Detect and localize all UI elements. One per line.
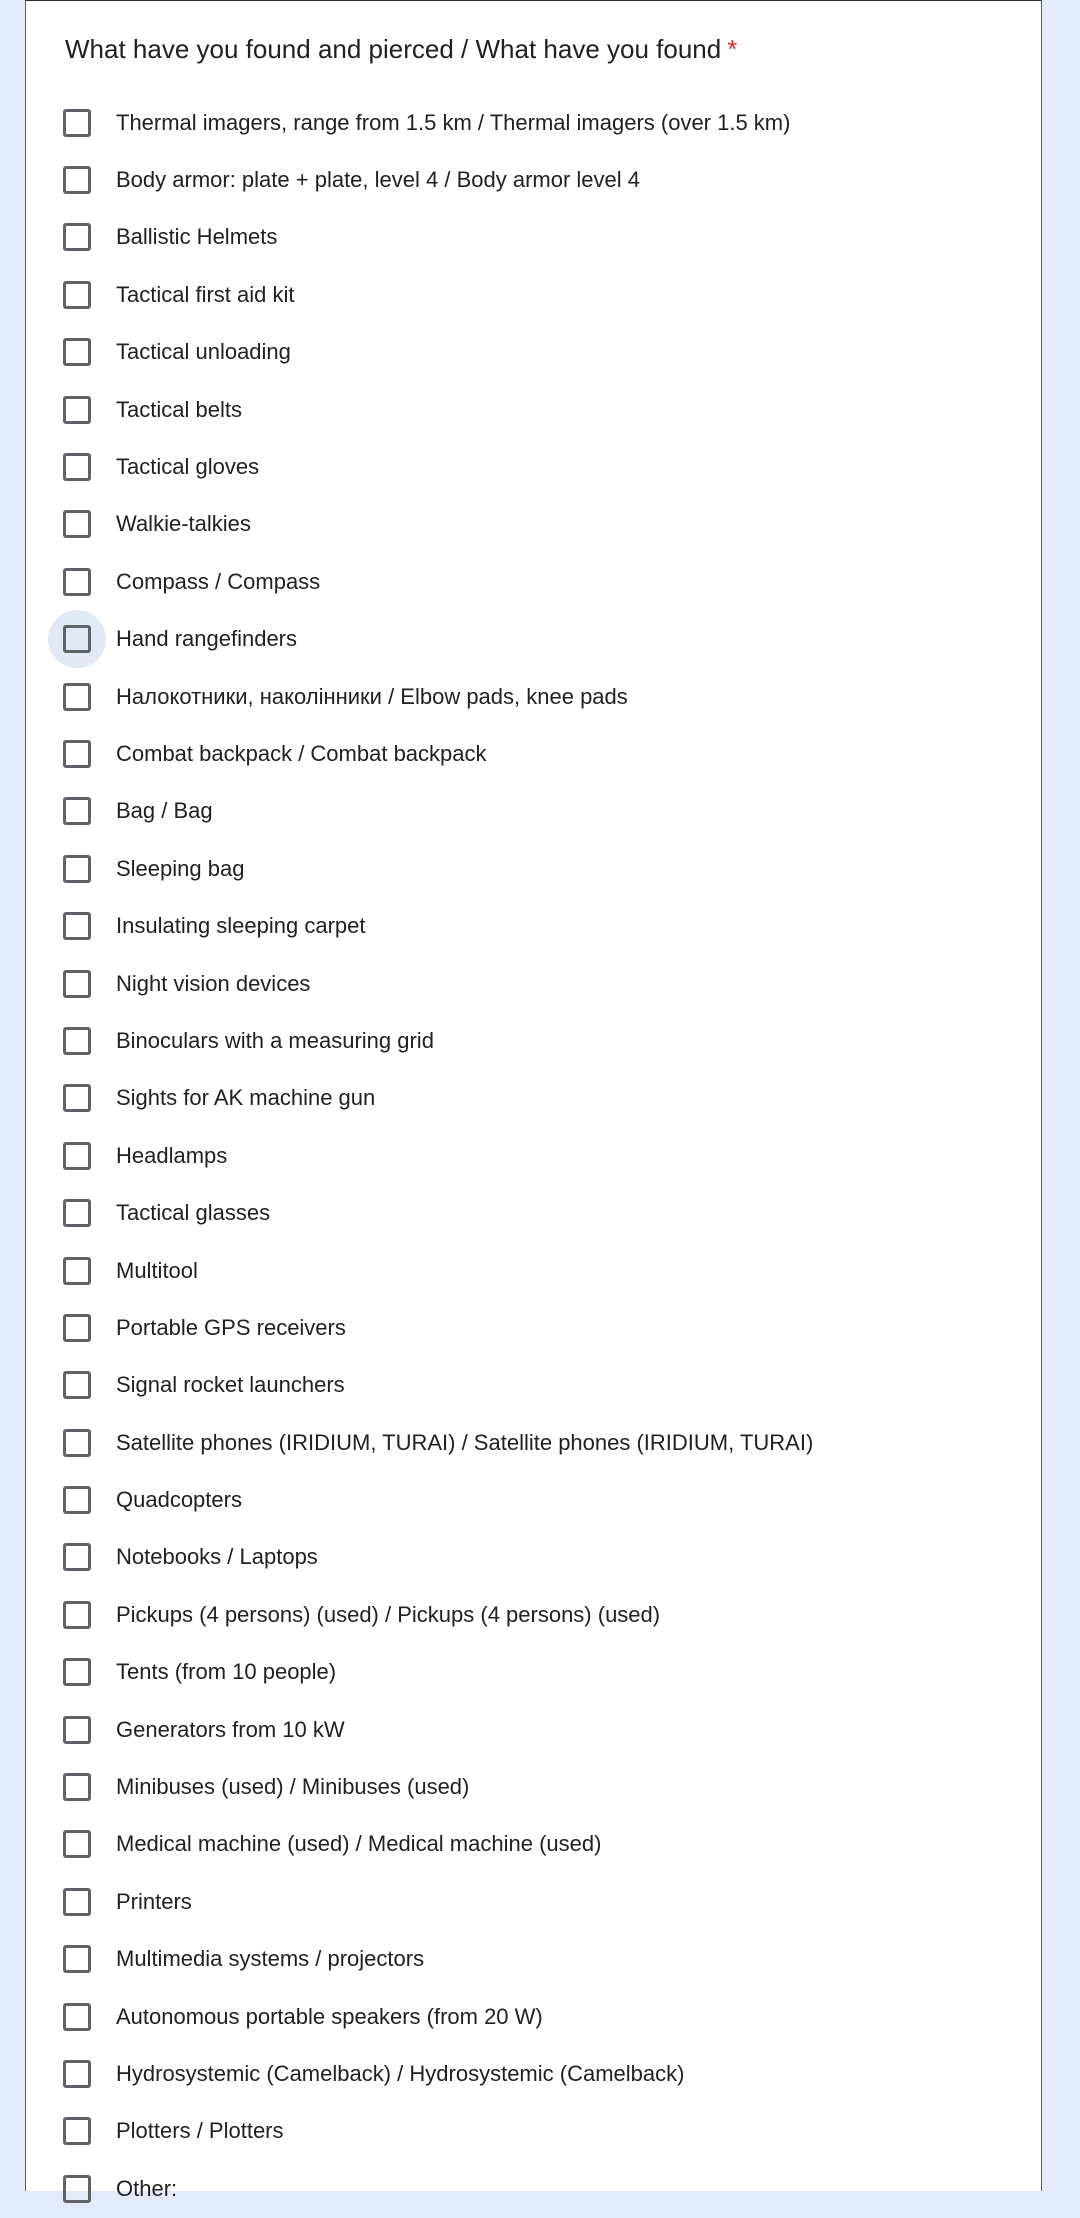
checkbox-hit-area[interactable] [48, 381, 106, 439]
checkbox-option[interactable] [26, 1070, 1041, 1127]
checkbox-option-label: Sleeping bag [116, 855, 245, 881]
checkbox[interactable] [63, 396, 91, 424]
checkbox-option[interactable] [26, 1816, 1041, 1873]
checkbox[interactable] [63, 1601, 91, 1629]
checkbox-option-label: Tactical first aid kit [116, 281, 295, 307]
checkbox-option-label: Налокотники, наколінники / Elbow pads, knee pads [116, 683, 628, 709]
checkbox[interactable] [63, 1543, 91, 1571]
checkbox-option-label: Hand rangefinders [116, 626, 298, 652]
checkbox-option-label: Binoculars with a measuring grid [116, 1027, 434, 1053]
checkbox-option-label: Satellite phones (IRIDIUM, TURAI) / Satellite phones (IRIDIUM, TURAI) [116, 1429, 814, 1455]
checkbox-hit-area[interactable] [48, 495, 106, 553]
checkbox[interactable] [63, 338, 91, 366]
checkbox-option[interactable] [26, 94, 1041, 151]
checkbox-option[interactable] [26, 1701, 1041, 1758]
checkbox[interactable] [63, 1257, 91, 1285]
checkbox[interactable] [63, 1716, 91, 1744]
checkbox-option[interactable] [26, 1414, 1041, 1471]
required-asterisk: * [727, 34, 738, 64]
checkbox[interactable] [63, 2060, 91, 2088]
checkbox-option-label: Insulating sleeping carpet [116, 913, 366, 939]
checkbox[interactable] [63, 1429, 91, 1457]
checkbox-option[interactable] [26, 1184, 1041, 1241]
checkbox-hit-area[interactable] [48, 1930, 106, 1988]
checkbox[interactable] [63, 453, 91, 481]
checkbox-option-label: Portable GPS receivers [116, 1314, 346, 1340]
checkbox-option[interactable] [26, 1529, 1041, 1586]
checkbox-hit-area[interactable] [48, 94, 106, 152]
checkbox-option-label: Plotters / Plotters [116, 2118, 284, 2144]
checkbox-hit-area[interactable] [48, 840, 106, 898]
checkbox[interactable] [63, 1888, 91, 1916]
checkbox-option[interactable] [26, 381, 1041, 438]
checkbox-option[interactable] [26, 1988, 1041, 2045]
checkbox-options-list [26, 94, 1041, 2217]
checkbox[interactable] [63, 166, 91, 194]
question-title-text: What have you found and pierced / What have you found [65, 34, 722, 64]
checkbox[interactable] [63, 510, 91, 538]
checkbox[interactable] [63, 1371, 91, 1399]
checkbox[interactable] [63, 1314, 91, 1342]
checkbox-option-label: Multimedia systems / projectors [116, 1946, 425, 1972]
checkbox-option[interactable] [26, 1873, 1041, 1930]
checkbox-option[interactable] [26, 1127, 1041, 1184]
checkbox-option[interactable] [26, 209, 1041, 266]
checkbox-hit-area[interactable] [48, 1701, 106, 1759]
checkbox-option[interactable] [26, 783, 1041, 840]
checkbox-option-label: Thermal imagers, range from 1.5 km / Thermal imagers (over 1.5 km) [116, 109, 791, 135]
checkbox[interactable] [63, 1027, 91, 1055]
checkbox-hit-area[interactable] [48, 1299, 106, 1357]
checkbox[interactable] [63, 683, 91, 711]
checkbox-hit-area[interactable] [48, 782, 106, 840]
checkbox-hit-area[interactable] [48, 2102, 106, 2160]
checkbox-option[interactable] [26, 1931, 1041, 1988]
checkbox-option[interactable] [26, 1242, 1041, 1299]
checkbox-option-label: Ballistic Helmets [116, 224, 278, 250]
checkbox-hit-area[interactable] [48, 323, 106, 381]
checkbox[interactable] [63, 797, 91, 825]
checkbox-hit-area[interactable] [48, 1012, 106, 1070]
checkbox-hit-area[interactable] [48, 610, 106, 668]
checkbox-option[interactable] [26, 840, 1041, 897]
checkbox-option-label: Other: [116, 2175, 178, 2201]
checkbox[interactable] [63, 568, 91, 596]
checkbox-hit-area[interactable] [48, 151, 106, 209]
checkbox[interactable] [63, 223, 91, 251]
checkbox-hit-area[interactable] [48, 1988, 106, 2046]
checkbox-hit-area[interactable] [48, 1758, 106, 1816]
checkbox-option[interactable] [26, 553, 1041, 610]
checkbox-option-label: Bag / Bag [116, 798, 213, 824]
checkbox-option-label: Night vision devices [116, 970, 311, 996]
checkbox-option-label: Tactical belts [116, 396, 242, 422]
checkbox-hit-area[interactable] [48, 1414, 106, 1472]
checkbox[interactable] [63, 1945, 91, 1973]
checkbox[interactable] [63, 740, 91, 768]
checkbox[interactable] [63, 1142, 91, 1170]
checkbox[interactable] [63, 1830, 91, 1858]
checkbox[interactable] [63, 2003, 91, 2031]
checkbox-option[interactable] [26, 2045, 1041, 2102]
checkbox[interactable] [63, 1199, 91, 1227]
checkbox[interactable] [63, 1084, 91, 1112]
checkbox-option-label: Generators from 10 kW [116, 1716, 345, 1742]
checkbox-option[interactable] [26, 324, 1041, 381]
checkbox[interactable] [63, 2117, 91, 2145]
checkbox-option[interactable] [26, 725, 1041, 782]
checkbox-option-label: Tactical unloading [116, 339, 291, 365]
checkbox[interactable] [63, 970, 91, 998]
checkbox-option[interactable] [26, 668, 1041, 725]
checkbox-hit-area[interactable] [48, 668, 106, 726]
checkbox-option-label: Autonomous portable speakers (from 20 W) [116, 2003, 543, 2029]
checkbox[interactable] [63, 1658, 91, 1686]
checkbox-option-label: Quadcopters [116, 1487, 242, 1513]
checkbox-option-label: Walkie-talkies [116, 511, 251, 537]
checkbox-option-label: Tactical gloves [116, 454, 260, 480]
checkbox-hit-area[interactable] [48, 1242, 106, 1300]
question-title [65, 29, 737, 69]
checkbox-hit-area[interactable] [48, 1069, 106, 1127]
checkbox-option[interactable] [26, 438, 1041, 495]
checkbox-option[interactable] [26, 266, 1041, 323]
checkbox-option[interactable] [26, 151, 1041, 208]
checkbox-option-label: Minibuses (used) / Minibuses (used) [116, 1774, 470, 1800]
checkbox-hit-area[interactable] [48, 1586, 106, 1644]
checkbox-hit-area[interactable] [48, 725, 106, 783]
checkbox-hit-area[interactable] [48, 2160, 106, 2218]
checkbox-option[interactable] [26, 1586, 1041, 1643]
checkbox-option[interactable] [26, 2103, 1041, 2160]
checkbox-hit-area[interactable] [48, 266, 106, 324]
checkbox-option-label: Sights for AK machine gun [116, 1085, 376, 1111]
checkbox-option[interactable] [26, 897, 1041, 954]
checkbox-option-label: Hydrosystemic (Camelback) / Hydrosystemic (Camelback) [116, 2060, 685, 2086]
checkbox-hit-area[interactable] [48, 955, 106, 1013]
checkbox-hit-area[interactable] [48, 1471, 106, 1529]
checkbox-option-label: Compass / Compass [116, 568, 321, 594]
checkbox[interactable] [63, 912, 91, 940]
checkbox[interactable] [63, 281, 91, 309]
checkbox-option[interactable] [26, 1758, 1041, 1815]
checkbox-option-label: Notebooks / Laptops [116, 1544, 318, 1570]
checkbox-hit-area[interactable] [48, 1528, 106, 1586]
checkbox[interactable] [63, 855, 91, 883]
question-card [25, 0, 1042, 2201]
checkbox[interactable] [63, 2175, 91, 2203]
checkbox-option-label: Multitool [116, 1257, 198, 1283]
checkbox-option[interactable] [26, 1471, 1041, 1528]
checkbox-hit-area[interactable] [48, 897, 106, 955]
checkbox[interactable] [63, 1486, 91, 1514]
checkbox-option[interactable] [26, 496, 1041, 553]
checkbox-hit-area[interactable] [48, 1356, 106, 1414]
checkbox-option-label: Tents (from 10 people) [116, 1659, 337, 1685]
checkbox-hit-area[interactable] [48, 2045, 106, 2103]
checkbox-option[interactable] [26, 1644, 1041, 1701]
checkbox-option-label: Signal rocket launchers [116, 1372, 345, 1398]
checkbox[interactable] [63, 625, 91, 653]
checkbox[interactable] [63, 1773, 91, 1801]
checkbox-hit-area[interactable] [48, 1184, 106, 1242]
checkbox-hit-area[interactable] [48, 1815, 106, 1873]
checkbox-hit-area[interactable] [48, 438, 106, 496]
checkbox-option-label: Printers [116, 1888, 192, 1914]
checkbox-option[interactable] [26, 955, 1041, 1012]
checkbox-option-label: Body armor: plate + plate, level 4 / Body armor level 4 [116, 167, 640, 193]
checkbox-hit-area[interactable] [48, 1873, 106, 1931]
checkbox-option[interactable] [26, 611, 1041, 668]
checkbox-hit-area[interactable] [48, 553, 106, 611]
checkbox-option-label: Tactical glasses [116, 1200, 271, 1226]
checkbox-option[interactable] [26, 1012, 1041, 1069]
checkbox-hit-area[interactable] [48, 208, 106, 266]
checkbox[interactable] [63, 109, 91, 137]
checkbox-option-label: Headlamps [116, 1142, 228, 1168]
checkbox-option[interactable] [26, 1299, 1041, 1356]
checkbox-option[interactable] [26, 2160, 1041, 2217]
checkbox-option-label: Combat backpack / Combat backpack [116, 740, 487, 766]
checkbox-hit-area[interactable] [48, 1127, 106, 1185]
checkbox-option[interactable] [26, 1357, 1041, 1414]
checkbox-option-label: Pickups (4 persons) (used) / Pickups (4 persons) (used) [116, 1601, 661, 1627]
checkbox-hit-area[interactable] [48, 1643, 106, 1701]
checkbox-option-label: Medical machine (used) / Medical machine (used) [116, 1831, 602, 1857]
